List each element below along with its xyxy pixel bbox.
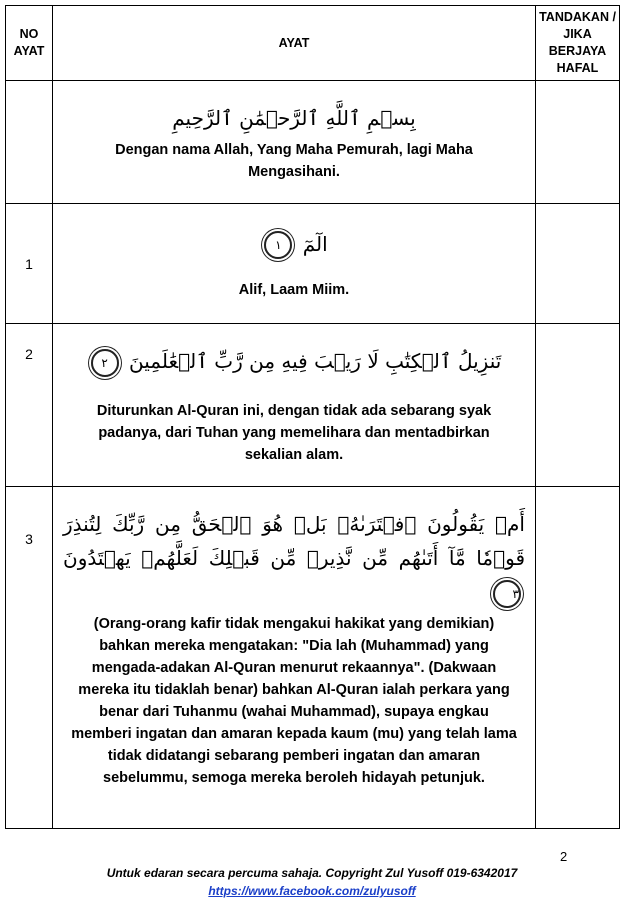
ayat-number: 3 (6, 487, 53, 829)
memorization-table (5, 5, 620, 829)
ayat-number: 1 (6, 204, 53, 324)
header-ayat: AYAT (53, 6, 536, 81)
translation-text: Diturunkan Al-Quran ini, dengan tidak ada sebarang syak padanya, dari Tuhan yang memelihara dan mentadbirkan sekalian alam. (96, 403, 492, 463)
ayat-cell (53, 204, 536, 324)
footer-copyright: Untuk edaran secara percuma sahaja. Copyright Zul Yusoff 019-6342017 (106, 866, 518, 880)
translation-text: (Orang-orang kafir tidak mengakui hakikat yang demikian) bahkan mereka mengatakan: "Dia lah (Muhammad) yang mengada-adakan Al-Quran menurut rekaannya". (Dakwaan mereka itu tidaklah benar) bahkan Al-Quran ialah perkara yang benar dari Tuhanmu (wahai Muhammad), supaya engkau memberi ingatan dan amaran kepada kaum (mu) yang telah lama tidak didatangi sebarang pemberi ingatan dan amaran sebelummu, semoga mereka beroleh hidayah petunjuk. (71, 616, 517, 786)
arabic-text: أَمۡ يَقُولُونَ ٱفۡتَرَىٰهُۚ بَلۡ هُوَ ٱلۡحَقُّ مِن رَّبِّكَ لِتُنذِرَ قَوۡمٗا مَّآ أَتَىٰهُم مِّن نَّذِيرٖ مِّن قَبۡلِكَ لَعَلَّهُمۡ يَهۡتَدُونَ ٣ (53, 507, 535, 609)
header-no-ayat: NO AYAT (6, 6, 53, 81)
ayat-cell (53, 81, 536, 204)
translation-text: Alif, Laam Miim. (238, 281, 350, 298)
verse-end-marker: ٢ (91, 349, 119, 377)
ayat-number: 2 (6, 324, 53, 487)
arabic-text: تَنزِيلُ ٱلۡكِتَٰبِ لَا رَيۡبَ فِيهِ مِن رَّبِّ ٱلۡعَٰلَمِينَ ٢ (53, 344, 535, 378)
verse-end-marker: ٣ (493, 580, 521, 608)
header-tandakan: TANDAKAN / JIKA BERJAYA HAFAL (536, 6, 620, 81)
ayat-number (6, 81, 53, 204)
table-row (6, 81, 620, 204)
ayat-cell (53, 324, 536, 487)
table-row (6, 487, 620, 829)
memorized-check-cell[interactable] (536, 324, 620, 487)
table-row (6, 204, 620, 324)
ayat-cell (53, 487, 536, 829)
verse-end-marker: ١ (264, 231, 292, 259)
memorized-check-cell[interactable] (536, 81, 620, 204)
footer-facebook-link[interactable]: https://www.facebook.com/zulyusoff (208, 884, 416, 898)
arabic-text: الٓمٓ ١ (53, 227, 535, 261)
table-header-row (6, 6, 620, 81)
memorized-check-cell[interactable] (536, 204, 620, 324)
arabic-text: بِسۡمِ ٱللَّهِ ٱلرَّحۡمَٰنِ ٱلرَّحِيمِ (172, 106, 416, 130)
translation-text: Dengan nama Allah, Yang Maha Pemurah, lagi Maha Mengasihani. (115, 142, 473, 180)
memorized-check-cell[interactable] (536, 487, 620, 829)
page-number: 2 (560, 849, 568, 864)
table-row (6, 324, 620, 487)
